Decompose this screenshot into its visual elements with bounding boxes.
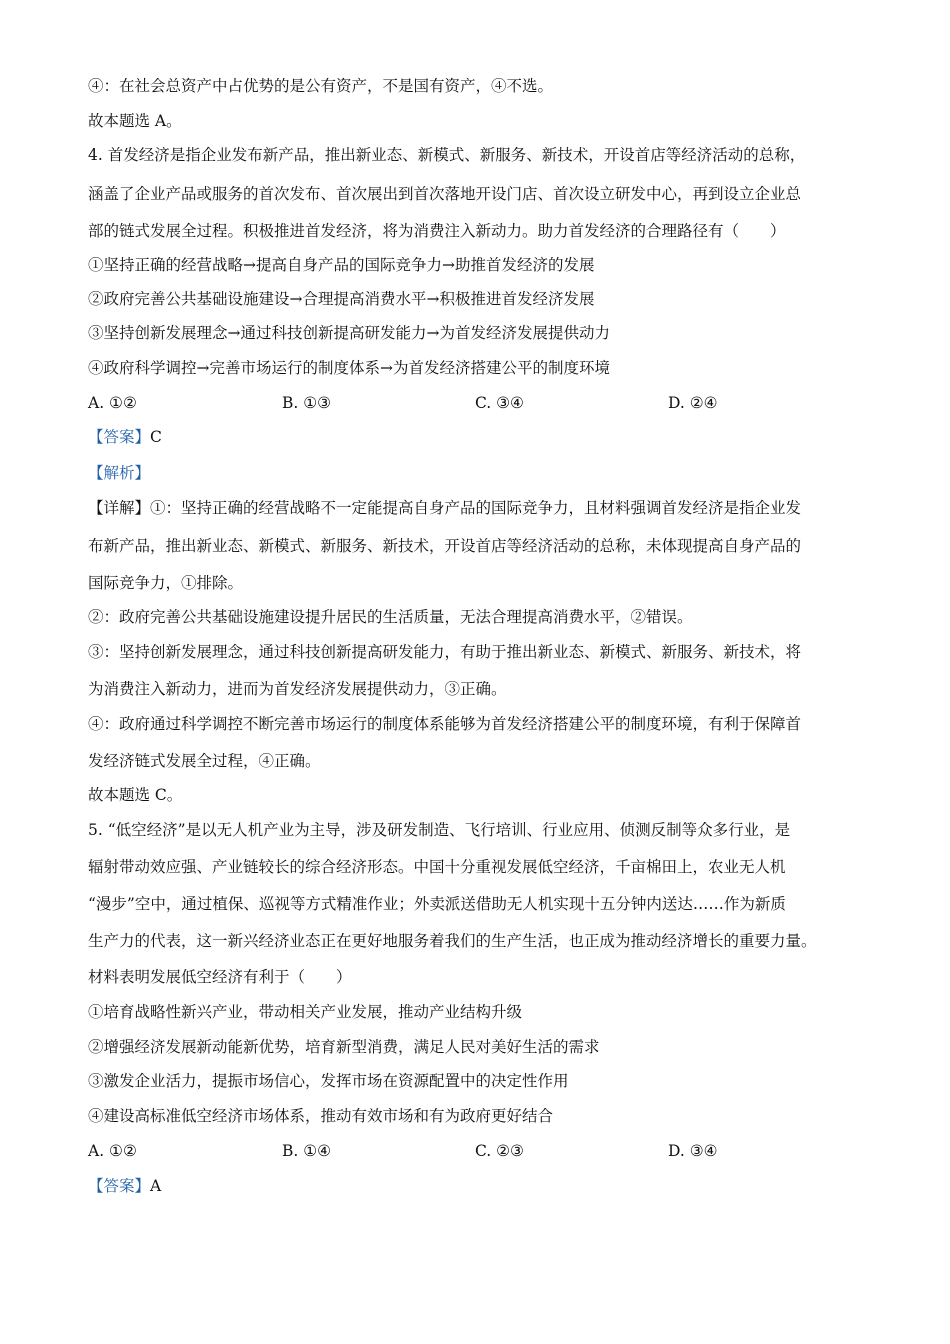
answer-tag: 【答案】	[88, 1177, 151, 1195]
q5-answer: A	[150, 1177, 162, 1195]
q5-stem-line-1: 5. “低空经济”是以无人机产业为主导，涉及研发制造、飞行培训、行业应用、侦测反制等众多行业，是	[88, 821, 791, 839]
q4-option-a: A. ①②	[88, 394, 137, 412]
q5-item-2: ②增强经济发展新动能新优势，培育新型消费，满足人民对美好生活的需求	[88, 1038, 600, 1056]
q5-option-b: B. ①④	[282, 1142, 332, 1160]
q4-option-c: C. ③④	[475, 394, 524, 412]
q5-answer-line	[88, 1176, 161, 1196]
answer-tag: 【答案】	[88, 428, 151, 446]
q4-detail-line-3: 国际竞争力，①排除。	[88, 574, 244, 592]
q4-answer: C	[150, 428, 162, 446]
q4-analysis-heading	[88, 463, 150, 483]
q5-stem-line-5: 材料表明发展低空经济有利于（ ）	[88, 968, 352, 986]
q4-item-2: ②政府完善公共基础设施建设→合理提高消费水平→积极推进首发经济发展	[88, 290, 595, 308]
q5-option-d: D. ③④	[668, 1142, 718, 1160]
q4-option-d: D. ②④	[668, 394, 718, 412]
q4-detail-line-8: 发经济链式发展全过程，④正确。	[88, 752, 321, 770]
q4-item-1: ①坚持正确的经营战略→提高自身产品的国际竞争力→助推首发经济的发展	[88, 256, 595, 274]
q5-option-a: A. ①②	[88, 1142, 137, 1160]
q4-stem-line-3: 部的链式发展全过程。积极推进首发经济，将为消费注入新动力。助力首发经济的合理路径有（ ）	[88, 222, 786, 240]
q5-item-4: ④建设高标准低空经济市场体系，推动有效市场和有为政府更好结合	[88, 1107, 554, 1125]
q5-stem-line-4: 生产力的代表，这一新兴经济业态正在更好地服务着我们的生产生活，也正成为推动经济增长的重要力量。	[88, 932, 817, 950]
q5-item-3: ③激发企业活力，提振市场信心，发挥市场在资源配置中的决定性作用	[88, 1072, 569, 1090]
q4-option-b: B. ①③	[282, 394, 332, 412]
q3-conclusion: 故本题选 A。	[88, 112, 182, 130]
q4-detail-text-1: ①：坚持正确的经营战略不一定能提高自身产品的国际竞争力，且材料强调首发经济是指企业发	[150, 499, 802, 517]
q4-detail-line-7: ④：政府通过科学调控不断完善市场运行的制度体系能够为首发经济搭建公平的制度环境，有利于保障首	[88, 715, 802, 733]
q4-stem-line-2: 涵盖了企业产品或服务的首次发布、首次展出到首次落地开设门店、首次设立研发中心，再到设立企业总	[88, 185, 802, 203]
q4-detail-line-6: 为消费注入新动力，进而为首发经济发展提供动力，③正确。	[88, 680, 507, 698]
q4-detail-line-1	[88, 498, 801, 518]
q4-detail-line-5: ③：坚持创新发展理念，通过科技创新提高研发能力，有助于推出新业态、新模式、新服务、新技术，将	[88, 643, 802, 661]
q5-option-c: C. ②③	[475, 1142, 524, 1160]
q4-item-3: ③坚持创新发展理念→通过科技创新提高研发能力→为首发经济发展提供动力	[88, 324, 610, 342]
q4-detail-line-2: 布新产品，推出新业态、新模式、新服务、新技术，开设首店等经济活动的总称，未体现提高自身产品的	[88, 537, 802, 555]
q5-stem-line-2: 辐射带动效应强、产业链较长的综合经济形态。中国十分重视发展低空经济，千亩棉田上，农业无人机	[88, 858, 786, 876]
q4-stem-line-1: 4. 首发经济是指企业发布新产品，推出新业态、新模式、新服务、新技术，开设首店等经济活动的总称，	[88, 146, 806, 164]
q5-stem-line-3: “漫步”空中，通过植保、巡视等方式精准作业；外卖派送借助无人机实现十五分钟内送达……作为新质	[88, 895, 786, 913]
q4-detail-line-4: ②：政府完善公共基础设施建设提升居民的生活质量，无法合理提高消费水平，②错误。	[88, 608, 693, 626]
q3-analysis-line-4: ④：在社会总资产中占优势的是公有资产，不是国有资产，④不选。	[88, 77, 554, 95]
q4-item-4: ④政府科学调控→完善市场运行的制度体系→为首发经济搭建公平的制度环境	[88, 359, 610, 377]
q5-item-1: ①培育战略性新兴产业，带动相关产业发展，推动产业结构升级	[88, 1003, 523, 1021]
q4-conclusion: 故本题选 C。	[88, 786, 183, 804]
q4-answer-line	[88, 427, 162, 447]
analysis-tag: 【解析】	[88, 464, 151, 482]
detail-tag: 【详解】	[88, 499, 151, 517]
